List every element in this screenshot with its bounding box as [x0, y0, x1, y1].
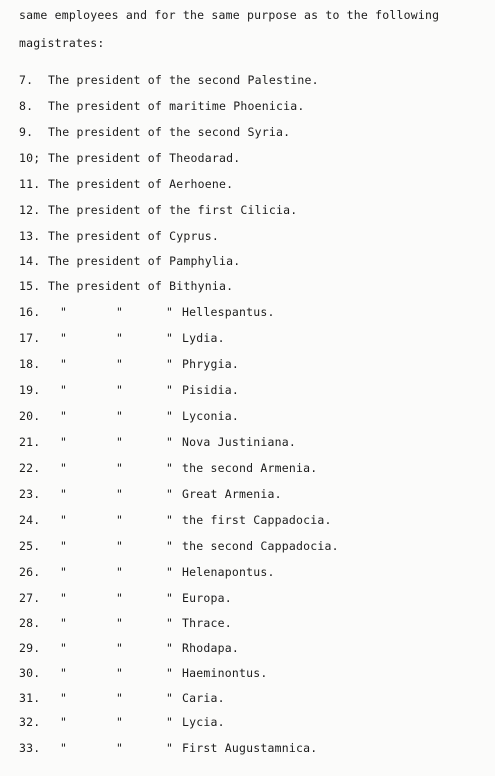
- ditto-mark: ": [60, 591, 68, 605]
- ditto-mark: ": [166, 435, 174, 449]
- ditto-mark: ": [60, 357, 68, 371]
- ditto-mark: ": [166, 691, 174, 705]
- ditto-mark: ": [166, 641, 174, 655]
- item-place: the second Cappadocia.: [182, 539, 339, 553]
- item-number: 10;: [19, 151, 41, 165]
- item-text: The president of maritime Phoenicia.: [48, 99, 305, 113]
- item-place: Rhodapa.: [182, 641, 239, 655]
- ditto-mark: ": [166, 591, 174, 605]
- ditto-mark: ": [60, 691, 68, 705]
- item-number: 9.: [19, 125, 34, 139]
- item-place: the second Armenia.: [182, 461, 318, 475]
- item-number: 21.: [19, 435, 41, 449]
- ditto-mark: ": [60, 539, 68, 553]
- item-number: 16.: [19, 305, 41, 319]
- item-place: Haeminontus.: [182, 666, 268, 680]
- ditto-mark: ": [166, 715, 174, 729]
- item-number: 26.: [19, 565, 41, 579]
- item-text: The president of Pamphylia.: [48, 254, 241, 268]
- header-line-2: magistrates:: [19, 36, 105, 50]
- ditto-mark: ": [60, 741, 68, 755]
- item-text: The president of Theodarad.: [48, 151, 241, 165]
- ditto-mark: ": [166, 741, 174, 755]
- item-number: 32.: [19, 715, 41, 729]
- item-number: 17.: [19, 331, 41, 345]
- ditto-mark: ": [60, 409, 68, 423]
- ditto-mark: ": [166, 461, 174, 475]
- item-number: 15.: [19, 279, 41, 293]
- item-number: 11.: [19, 177, 41, 191]
- item-text: The president of Cyprus.: [48, 229, 219, 243]
- ditto-mark: ": [116, 715, 124, 729]
- ditto-mark: ": [116, 565, 124, 579]
- ditto-mark: ": [116, 461, 124, 475]
- item-number: 12.: [19, 203, 41, 217]
- item-number: 7.: [19, 73, 34, 87]
- ditto-mark: ": [116, 409, 124, 423]
- ditto-mark: ": [166, 305, 174, 319]
- ditto-mark: ": [166, 565, 174, 579]
- ditto-mark: ": [60, 305, 68, 319]
- item-place: Thrace.: [182, 616, 232, 630]
- ditto-mark: ": [116, 305, 124, 319]
- ditto-mark: ": [166, 487, 174, 501]
- ditto-mark: ": [116, 641, 124, 655]
- ditto-mark: ": [116, 331, 124, 345]
- item-number: 33.: [19, 741, 41, 755]
- item-number: 8.: [19, 99, 34, 113]
- item-number: 28.: [19, 616, 41, 630]
- ditto-mark: ": [116, 591, 124, 605]
- ditto-mark: ": [60, 487, 68, 501]
- ditto-mark: ": [116, 357, 124, 371]
- ditto-mark: ": [60, 641, 68, 655]
- item-number: 20.: [19, 409, 41, 423]
- item-text: The president of Aerhoene.: [48, 177, 234, 191]
- item-number: 30.: [19, 666, 41, 680]
- ditto-mark: ": [166, 409, 174, 423]
- ditto-mark: ": [60, 331, 68, 345]
- ditto-mark: ": [166, 383, 174, 397]
- item-text: The president of the first Cilicia.: [48, 203, 298, 217]
- item-number: 23.: [19, 487, 41, 501]
- item-number: 14.: [19, 254, 41, 268]
- ditto-mark: ": [60, 565, 68, 579]
- header-line-1: same employees and for the same purpose as to the following: [19, 8, 440, 22]
- ditto-mark: ": [116, 513, 124, 527]
- item-place: Helenapontus.: [182, 565, 275, 579]
- ditto-mark: ": [166, 357, 174, 371]
- item-place: Europa.: [182, 591, 232, 605]
- ditto-mark: ": [166, 539, 174, 553]
- ditto-mark: ": [116, 616, 124, 630]
- item-number: 27.: [19, 591, 41, 605]
- ditto-mark: ": [116, 383, 124, 397]
- item-text: The president of the second Syria.: [48, 125, 291, 139]
- item-number: 31.: [19, 691, 41, 705]
- item-place: Hellespantus.: [182, 305, 275, 319]
- item-place: Great Armenia.: [182, 487, 282, 501]
- ditto-mark: ": [60, 461, 68, 475]
- item-place: the first Cappadocia.: [182, 513, 332, 527]
- ditto-mark: ": [116, 741, 124, 755]
- item-place: Nova Justiniana.: [182, 435, 296, 449]
- item-number: 13.: [19, 229, 41, 243]
- ditto-mark: ": [166, 616, 174, 630]
- item-place: Caria.: [182, 691, 225, 705]
- item-number: 18.: [19, 357, 41, 371]
- item-number: 22.: [19, 461, 41, 475]
- item-number: 25.: [19, 539, 41, 553]
- ditto-mark: ": [116, 666, 124, 680]
- item-place: Pisidia.: [182, 383, 239, 397]
- item-place: Phrygia.: [182, 357, 239, 371]
- ditto-mark: ": [116, 435, 124, 449]
- ditto-mark: ": [166, 331, 174, 345]
- ditto-mark: ": [116, 487, 124, 501]
- item-number: 24.: [19, 513, 41, 527]
- ditto-mark: ": [116, 691, 124, 705]
- item-place: First Augustamnica.: [182, 741, 318, 755]
- item-number: 29.: [19, 641, 41, 655]
- item-text: The president of Bithynia.: [48, 279, 234, 293]
- item-text: The president of the second Palestine.: [48, 73, 319, 87]
- ditto-mark: ": [60, 383, 68, 397]
- ditto-mark: ": [60, 616, 68, 630]
- item-place: Lydia.: [182, 331, 225, 345]
- item-place: Lycia.: [182, 715, 225, 729]
- ditto-mark: ": [60, 666, 68, 680]
- ditto-mark: ": [166, 513, 174, 527]
- item-number: 19.: [19, 383, 41, 397]
- ditto-mark: ": [60, 435, 68, 449]
- ditto-mark: ": [60, 513, 68, 527]
- ditto-mark: ": [166, 666, 174, 680]
- item-place: Lyconia.: [182, 409, 239, 423]
- ditto-mark: ": [60, 715, 68, 729]
- ditto-mark: ": [116, 539, 124, 553]
